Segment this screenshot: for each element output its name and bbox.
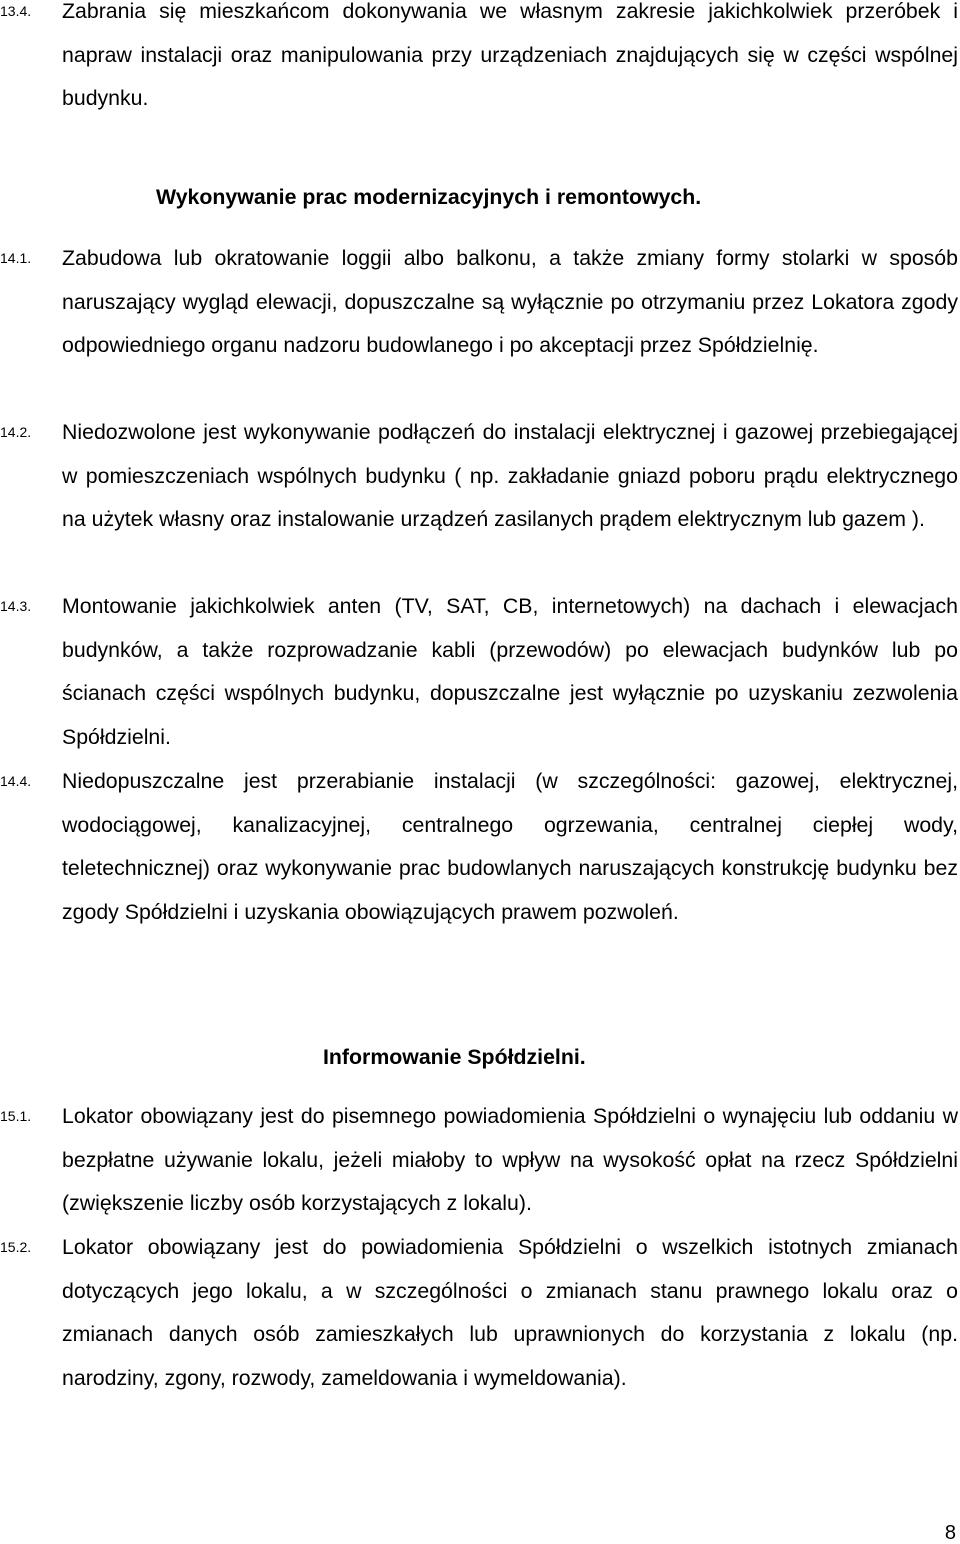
paragraph-number: 15.1. (0, 1108, 32, 1124)
section-heading-modernization: Wykonywanie prac modernizacyjnych i remontowych. (156, 185, 702, 209)
paragraph-number: 14.1. (0, 250, 32, 266)
paragraph-text: Niedopuszczalne jest przerabianie instalacji (w szczególności: gazowej, elektrycznej, wodociągowej, kanalizacyjnej, centralnego ogrzewania, centralnej ciepłej wody, teletechnicznej) oraz wykonywanie prac budowlanych naruszających konstrukcję budynku bez zgody Spółdzielni i uzyskania obowiązujących prawem pozwoleń. (62, 769, 958, 924)
paragraph-text: Zabrania się mieszkańcom dokonywania we własnym zakresie jakichkolwiek przeróbek i napraw instalacji oraz manipulowania przy urządzeniach znajdujących się w części wspólnej budynku. (62, 0, 958, 111)
paragraph-13-4 (0, 0, 958, 121)
paragraph-text: Zabudowa lub okratowanie loggii albo balkonu, a także zmiany formy stolarki w sposób naruszający wygląd elewacji, dopuszczalne są wyłącznie po otrzymaniu przez Lokatora zgody odpowiedniego organu nadzoru budowlanego i po akceptacji przez Spółdzielnię. (62, 246, 958, 358)
paragraph-14-3 (0, 585, 958, 759)
paragraph-14-1 (0, 237, 958, 368)
paragraph-text: Lokator obowiązany jest do pisemnego powiadomienia Spółdzielni o wynajęciu lub oddaniu w bezpłatne używanie lokalu, jeżeli miałoby to wpływ na wysokość opłat na rzecz Spółdzielni (zwiększenie liczby osób korzystających z lokalu). (62, 1104, 958, 1216)
paragraph-14-4 (0, 760, 958, 934)
paragraph-15-2 (0, 1226, 958, 1400)
page-number: 8 (944, 1522, 956, 1544)
paragraph-number: 15.2. (0, 1239, 32, 1255)
paragraph-text: Montowanie jakichkolwiek anten (TV, SAT, CB, internetowych) na dachach i elewacjach budynków, a także rozprowadzanie kabli (przewodów) po elewacjach budynków lub po ścianach części wspólnych budynku, dopuszczalne jest wyłącznie po uzyskaniu zezwolenia Spółdzielni. (62, 594, 958, 749)
paragraph-15-1 (0, 1095, 958, 1226)
section-heading-informing: Informowanie Spółdzielni. (323, 1045, 586, 1069)
paragraph-number: 14.4. (0, 773, 32, 789)
paragraph-number: 13.4. (0, 3, 32, 19)
paragraph-text: Lokator obowiązany jest do powiadomienia Spółdzielni o wszelkich istotnych zmianach dotyczących jego lokalu, a w szczególności o zmianach stanu prawnego lokalu oraz o zmianach danych osób zamieszkałych lub uprawnionych do korzystania z lokalu (np. narodziny, zgony, rozwody, zameldowania i wymeldowania). (62, 1235, 958, 1390)
paragraph-text: Niedozwolone jest wykonywanie podłączeń do instalacji elektrycznej i gazowej przebiegającej w pomieszczeniach wspólnych budynku ( np. zakładanie gniazd poboru prądu elektrycznego na użytek własny oraz instalowanie urządzeń zasilanych prądem elektrycznym lub gazem ). (62, 420, 958, 532)
paragraph-14-2 (0, 411, 958, 542)
paragraph-number: 14.2. (0, 424, 32, 440)
paragraph-number: 14.3. (0, 598, 32, 614)
